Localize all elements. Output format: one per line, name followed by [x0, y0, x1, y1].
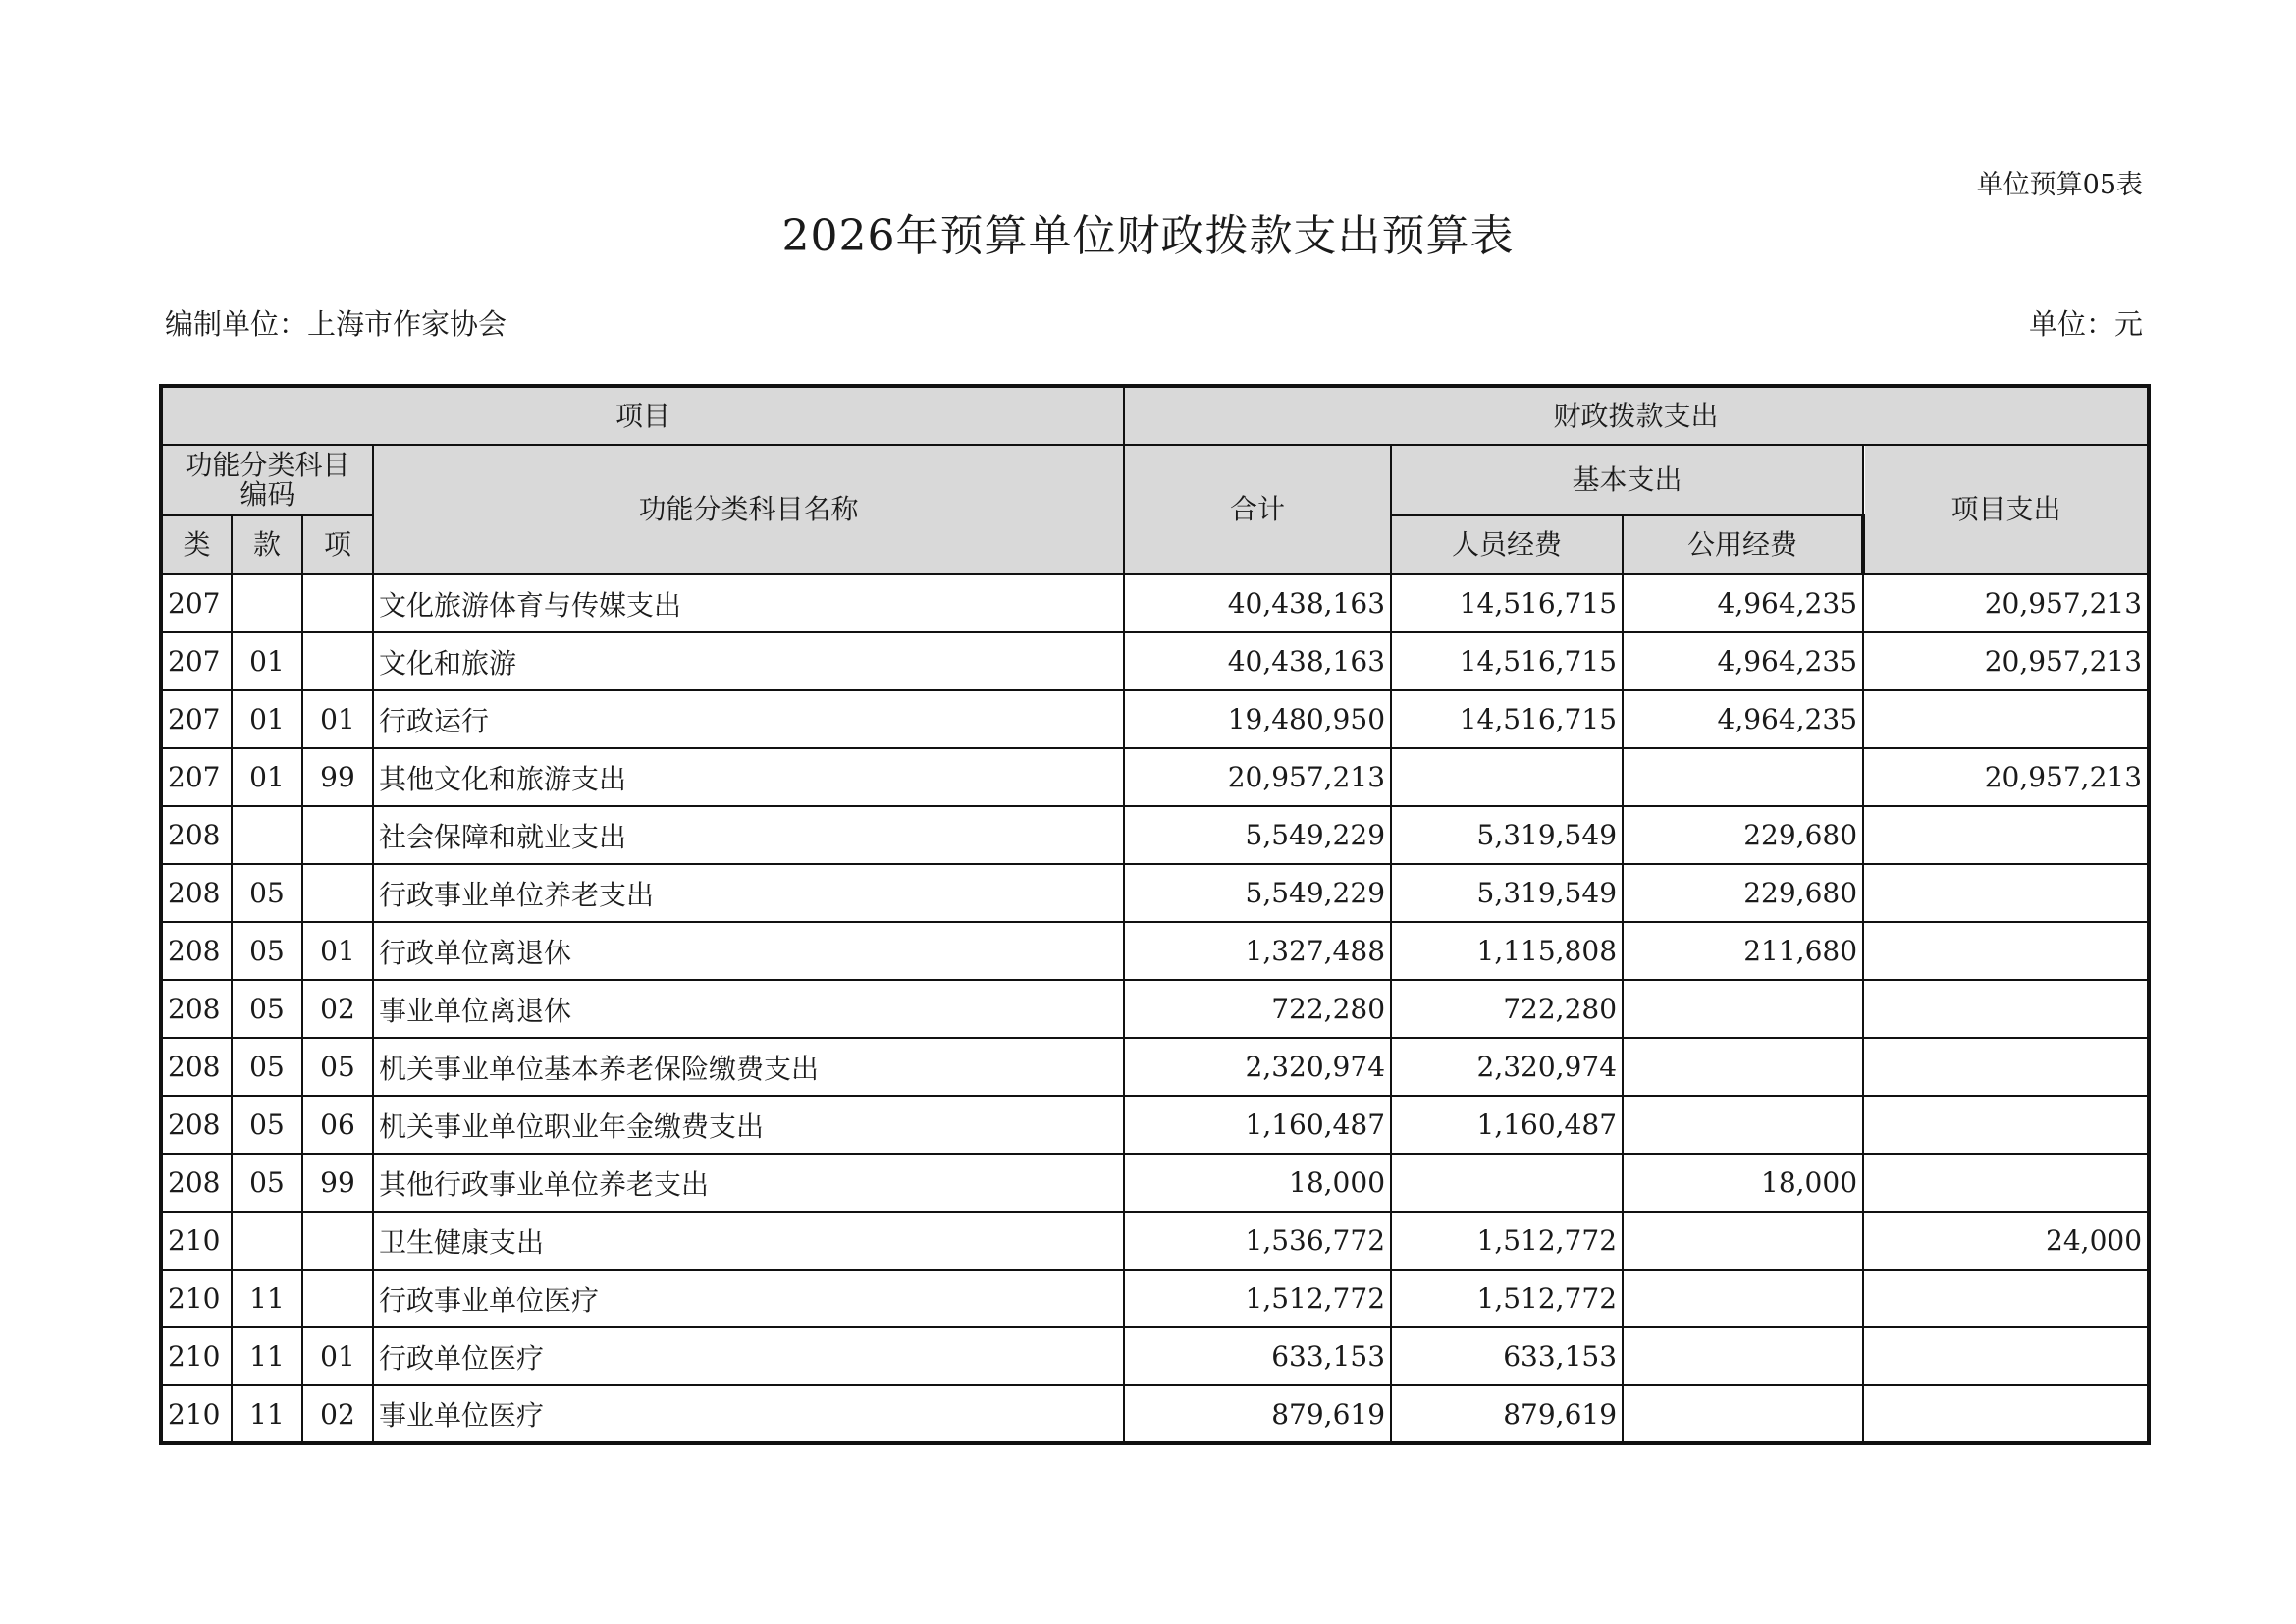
- kuan-cell: 05: [232, 1096, 302, 1154]
- lei-cell: 208: [161, 1038, 232, 1096]
- page-title: 2026年预算单位财政拨款支出预算表: [781, 211, 1515, 261]
- table-row: [161, 1385, 2149, 1443]
- xiang-cell: [302, 1212, 373, 1270]
- table-row: [161, 1038, 2149, 1096]
- table-row: [161, 1154, 2149, 1212]
- public-cell: 229,680: [1623, 806, 1863, 864]
- total-cell: 1,160,487: [1124, 1096, 1391, 1154]
- kuan-cell: 01: [232, 632, 302, 690]
- item-name-cell: 事业单位医疗: [373, 1385, 1124, 1443]
- table-row: [161, 922, 2149, 980]
- table-row: [161, 980, 2149, 1038]
- header-lei: 类: [161, 515, 232, 574]
- personnel-cell: [1391, 748, 1623, 806]
- header-func-name: 功能分类科目名称: [373, 445, 1124, 574]
- project-cell: 20,957,213: [1863, 632, 2149, 690]
- total-cell: 1,512,772: [1124, 1270, 1391, 1327]
- total-cell: 722,280: [1124, 980, 1391, 1038]
- personnel-cell: 5,319,549: [1391, 864, 1623, 922]
- total-cell: 879,619: [1124, 1385, 1391, 1443]
- table-row: [161, 690, 2149, 748]
- kuan-cell: 01: [232, 748, 302, 806]
- xiang-cell: [302, 806, 373, 864]
- public-cell: [1623, 1327, 1863, 1385]
- total-cell: 2,320,974: [1124, 1038, 1391, 1096]
- project-cell: [1863, 1038, 2149, 1096]
- item-name-cell: 社会保障和就业支出: [373, 806, 1124, 864]
- personnel-cell: 5,319,549: [1391, 806, 1623, 864]
- public-cell: [1623, 1038, 1863, 1096]
- personnel-cell: 1,160,487: [1391, 1096, 1623, 1154]
- project-cell: [1863, 1154, 2149, 1212]
- table-row: [161, 748, 2149, 806]
- lei-cell: 208: [161, 1096, 232, 1154]
- project-cell: 24,000: [1863, 1212, 2149, 1270]
- budget-table: [159, 384, 2151, 1445]
- table-row: [161, 1327, 2149, 1385]
- personnel-cell: 879,619: [1391, 1385, 1623, 1443]
- public-cell: [1623, 1385, 1863, 1443]
- header-kuan: 款: [232, 515, 302, 574]
- project-cell: [1863, 1385, 2149, 1443]
- lei-cell: 208: [161, 806, 232, 864]
- xiang-cell: [302, 632, 373, 690]
- lei-cell: 208: [161, 1154, 232, 1212]
- public-cell: [1623, 748, 1863, 806]
- item-name-cell: 文化旅游体育与传媒支出: [373, 574, 1124, 632]
- personnel-cell: 633,153: [1391, 1327, 1623, 1385]
- lei-cell: 208: [161, 980, 232, 1038]
- total-cell: 1,536,772: [1124, 1212, 1391, 1270]
- table-row: [161, 632, 2149, 690]
- form-number: 单位预算05表: [1976, 170, 2143, 200]
- public-cell: 229,680: [1623, 864, 1863, 922]
- header-personnel: 人员经费: [1391, 515, 1623, 574]
- lei-cell: 210: [161, 1212, 232, 1270]
- xiang-cell: [302, 1270, 373, 1327]
- personnel-cell: 2,320,974: [1391, 1038, 1623, 1096]
- item-name-cell: 文化和旅游: [373, 632, 1124, 690]
- xiang-cell: 01: [302, 922, 373, 980]
- total-cell: 633,153: [1124, 1327, 1391, 1385]
- header-project: 项目支出: [1863, 445, 2149, 574]
- lei-cell: 210: [161, 1327, 232, 1385]
- xiang-cell: 02: [302, 980, 373, 1038]
- header-appropriation: 财政拨款支出: [1124, 386, 2149, 445]
- lei-cell: 207: [161, 632, 232, 690]
- public-cell: [1623, 1096, 1863, 1154]
- xiang-cell: 99: [302, 1154, 373, 1212]
- table-row: [161, 864, 2149, 922]
- item-name-cell: 行政单位医疗: [373, 1327, 1124, 1385]
- header-item: 项目: [161, 386, 1124, 445]
- item-name-cell: 其他文化和旅游支出: [373, 748, 1124, 806]
- item-name-cell: 行政运行: [373, 690, 1124, 748]
- xiang-cell: 01: [302, 690, 373, 748]
- total-cell: 5,549,229: [1124, 806, 1391, 864]
- kuan-cell: 05: [232, 922, 302, 980]
- header-basic: 基本支出: [1391, 445, 1863, 515]
- xiang-cell: 06: [302, 1096, 373, 1154]
- kuan-cell: 11: [232, 1327, 302, 1385]
- personnel-cell: 1,115,808: [1391, 922, 1623, 980]
- public-cell: [1623, 980, 1863, 1038]
- project-cell: [1863, 690, 2149, 748]
- lei-cell: 210: [161, 1270, 232, 1327]
- lei-cell: 207: [161, 690, 232, 748]
- kuan-cell: [232, 1212, 302, 1270]
- xiang-cell: [302, 574, 373, 632]
- item-name-cell: 机关事业单位职业年金缴费支出: [373, 1096, 1124, 1154]
- xiang-cell: [302, 864, 373, 922]
- personnel-cell: [1391, 1154, 1623, 1212]
- item-name-cell: 事业单位离退休: [373, 980, 1124, 1038]
- total-cell: 20,957,213: [1124, 748, 1391, 806]
- lei-cell: 208: [161, 864, 232, 922]
- table-row: [161, 1212, 2149, 1270]
- kuan-cell: 05: [232, 864, 302, 922]
- project-cell: 20,957,213: [1863, 574, 2149, 632]
- kuan-cell: 05: [232, 1154, 302, 1212]
- public-cell: 4,964,235: [1623, 632, 1863, 690]
- project-cell: [1863, 1327, 2149, 1385]
- public-cell: 18,000: [1623, 1154, 1863, 1212]
- kuan-cell: 11: [232, 1385, 302, 1443]
- item-name-cell: 行政事业单位医疗: [373, 1270, 1124, 1327]
- personnel-cell: 14,516,715: [1391, 690, 1623, 748]
- project-cell: [1863, 922, 2149, 980]
- personnel-cell: 1,512,772: [1391, 1270, 1623, 1327]
- total-cell: 18,000: [1124, 1154, 1391, 1212]
- total-cell: 1,327,488: [1124, 922, 1391, 980]
- personnel-cell: 1,512,772: [1391, 1212, 1623, 1270]
- item-name-cell: 其他行政事业单位养老支出: [373, 1154, 1124, 1212]
- project-cell: [1863, 980, 2149, 1038]
- kuan-cell: 05: [232, 980, 302, 1038]
- kuan-cell: 11: [232, 1270, 302, 1327]
- total-cell: 5,549,229: [1124, 864, 1391, 922]
- table-row: [161, 1270, 2149, 1327]
- header-func-code: 功能分类科目编码: [161, 445, 373, 515]
- kuan-cell: 01: [232, 690, 302, 748]
- public-cell: [1623, 1270, 1863, 1327]
- project-cell: [1863, 806, 2149, 864]
- item-name-cell: 行政事业单位养老支出: [373, 864, 1124, 922]
- header-total: 合计: [1124, 445, 1391, 574]
- unit-label: 单位：元: [2028, 307, 2143, 341]
- header-xiang: 项: [302, 515, 373, 574]
- lei-cell: 210: [161, 1385, 232, 1443]
- organization-label: 编制单位：上海市作家协会: [165, 307, 507, 341]
- header-public: 公用经费: [1623, 515, 1863, 574]
- total-cell: 19,480,950: [1124, 690, 1391, 748]
- personnel-cell: 14,516,715: [1391, 632, 1623, 690]
- kuan-cell: [232, 806, 302, 864]
- project-cell: [1863, 1096, 2149, 1154]
- project-cell: 20,957,213: [1863, 748, 2149, 806]
- personnel-cell: 14,516,715: [1391, 574, 1623, 632]
- project-cell: [1863, 864, 2149, 922]
- kuan-cell: 05: [232, 1038, 302, 1096]
- project-cell: [1863, 1270, 2149, 1327]
- public-cell: [1623, 1212, 1863, 1270]
- item-name-cell: 卫生健康支出: [373, 1212, 1124, 1270]
- public-cell: 211,680: [1623, 922, 1863, 980]
- item-name-cell: 行政单位离退休: [373, 922, 1124, 980]
- table-row: [161, 574, 2149, 632]
- xiang-cell: 99: [302, 748, 373, 806]
- public-cell: 4,964,235: [1623, 690, 1863, 748]
- xiang-cell: 01: [302, 1327, 373, 1385]
- table-row: [161, 806, 2149, 864]
- lei-cell: 207: [161, 748, 232, 806]
- total-cell: 40,438,163: [1124, 632, 1391, 690]
- kuan-cell: [232, 574, 302, 632]
- total-cell: 40,438,163: [1124, 574, 1391, 632]
- personnel-cell: 722,280: [1391, 980, 1623, 1038]
- lei-cell: 208: [161, 922, 232, 980]
- item-name-cell: 机关事业单位基本养老保险缴费支出: [373, 1038, 1124, 1096]
- xiang-cell: 02: [302, 1385, 373, 1443]
- lei-cell: 207: [161, 574, 232, 632]
- public-cell: 4,964,235: [1623, 574, 1863, 632]
- xiang-cell: 05: [302, 1038, 373, 1096]
- table-row: [161, 1096, 2149, 1154]
